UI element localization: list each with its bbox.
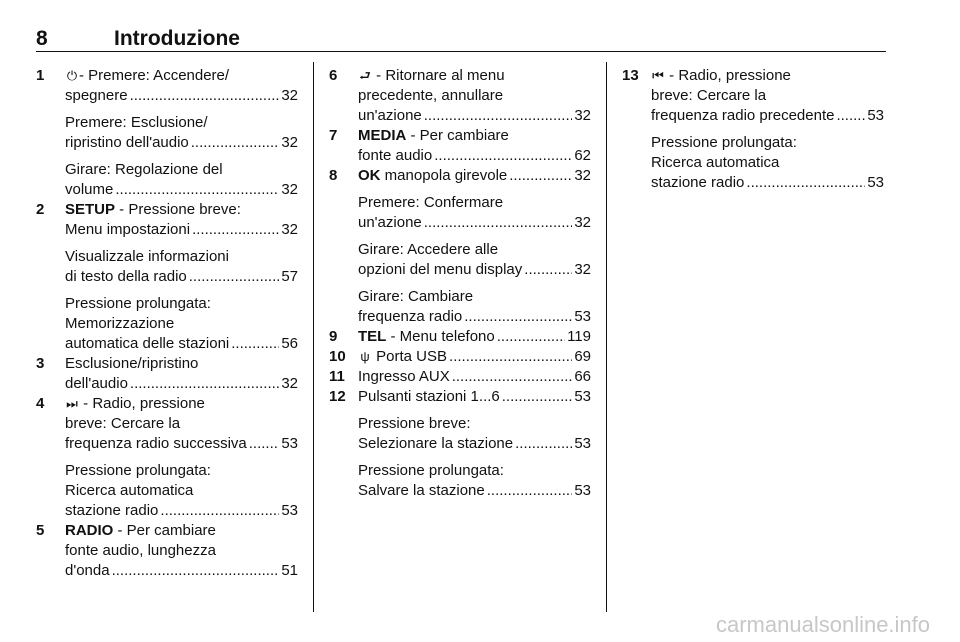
column-3: [622, 66, 884, 193]
entry-number: 9: [329, 328, 338, 345]
entry-number: 10: [329, 348, 346, 365]
entry-13: [622, 66, 884, 193]
entry-number: 2: [36, 201, 45, 218]
entry-text: stazione radio: [651, 174, 745, 191]
button-name: OK: [358, 167, 381, 184]
page-ref: 53: [281, 435, 298, 452]
entry-2: [36, 200, 298, 354]
page-title: Introduzione: [114, 27, 240, 50]
entry-text: Pressione prolungata:: [651, 134, 797, 151]
button-name: RADIO: [65, 522, 114, 539]
entry-number: 11: [329, 368, 345, 385]
entry-text: Memorizzazione: [65, 315, 175, 332]
entry-text: Menu impostazioni: [65, 221, 191, 238]
page-header: [36, 27, 886, 52]
column-1: [36, 66, 298, 581]
entry-9: [329, 327, 591, 347]
page-ref: 32: [281, 221, 298, 238]
entry-12: [329, 387, 591, 501]
back-arrow-icon: ⮐: [359, 68, 371, 83]
entry-1: [36, 66, 298, 200]
entry-label: - Radio, pressione: [665, 67, 791, 84]
entry-text: Pressione prolungata:: [65, 462, 211, 479]
page-ref: 66: [574, 368, 591, 385]
next-track-icon: ⏭: [66, 396, 78, 411]
entry-text: un'azione: [358, 214, 422, 231]
page-ref: 53: [574, 388, 591, 405]
entry-text: di testo della radio: [65, 268, 187, 285]
entry-text: stazione radio: [65, 502, 159, 519]
page-ref: 32: [281, 375, 298, 392]
column-2: [329, 66, 591, 501]
page-ref: 51: [281, 562, 298, 579]
page-ref: 119: [567, 328, 591, 345]
button-name: TEL: [358, 328, 387, 345]
button-name: MEDIA: [358, 127, 407, 144]
entry-5: [36, 521, 298, 581]
entry-text: spegnere: [65, 87, 128, 104]
entry-text: Selezionare la stazione: [358, 435, 514, 452]
page-ref: 53: [574, 308, 591, 325]
entry-number: 8: [329, 167, 338, 184]
entry-text: Visualizzale informazioni: [65, 248, 229, 265]
entry-text: fonte audio, lunghezza: [65, 542, 216, 559]
entry-text: Ricerca automatica: [65, 482, 194, 499]
entry-8: [329, 166, 591, 327]
entry-3: [36, 354, 298, 394]
entry-number: 5: [36, 522, 45, 539]
previous-track-icon: ⏮: [652, 68, 664, 83]
entry-11: [329, 367, 591, 387]
page-ref: 32: [281, 87, 298, 104]
entry-text: fonte audio: [358, 147, 433, 164]
entry-label: manopola girevole: [380, 167, 508, 184]
page-ref: 32: [281, 181, 298, 198]
entry-7: [329, 126, 591, 166]
entry-text: un'azione: [358, 107, 422, 124]
page-ref: 32: [281, 134, 298, 151]
entry-number: 4: [36, 395, 45, 412]
column-divider: [313, 62, 314, 612]
page-ref: 53: [574, 435, 591, 452]
entry-label: Porta USB: [372, 348, 448, 365]
entry-label: - Pressione breve:: [115, 201, 241, 218]
entry-text: Girare: Cambiare: [358, 288, 474, 305]
entry-label: - Menu telefono: [386, 328, 495, 345]
page-ref: 53: [574, 482, 591, 499]
entry-6: [329, 66, 591, 126]
entry-text: dell'audio: [65, 375, 128, 392]
entry-number: 12: [329, 388, 346, 405]
entry-label: - Per cambiare: [113, 522, 216, 539]
button-name: SETUP: [65, 201, 116, 218]
entry-text: Girare: Accedere alle: [358, 241, 499, 258]
entry-text: Pressione breve:: [358, 415, 471, 432]
entry-text: automatica delle stazioni: [65, 335, 230, 352]
entry-label: - Per cambiare: [406, 127, 509, 144]
entry-number: 7: [329, 127, 338, 144]
column-divider: [606, 62, 607, 612]
entry-label: - Premere: Accendere/: [79, 67, 230, 84]
page-ref: 53: [867, 107, 884, 124]
entry-10: [329, 347, 591, 367]
entry-text: breve: Cercare la: [651, 87, 767, 104]
page-ref: 32: [574, 167, 591, 184]
page-ref: 32: [574, 261, 591, 278]
entry-label: Pulsanti stazioni 1...6: [358, 388, 500, 405]
entry-text: ripristino dell'audio: [65, 134, 189, 151]
entry-text: d'onda: [65, 562, 110, 579]
page-ref: 53: [281, 502, 298, 519]
page-ref: 56: [281, 335, 298, 352]
page-ref: 69: [574, 348, 591, 365]
entry-text: Premere: Esclusione/: [65, 114, 208, 131]
page-ref: 57: [281, 268, 298, 285]
entry-text: Girare: Regolazione del: [65, 161, 223, 178]
entry-text: frequenza radio precedente: [651, 107, 835, 124]
entry-text: Salvare la stazione: [358, 482, 485, 499]
entry-text: frequenza radio successiva: [65, 435, 247, 452]
entry-label: - Radio, pressione: [79, 395, 205, 412]
entry-label: Esclusione/ripristino: [65, 355, 199, 372]
page-number: 8: [36, 27, 48, 50]
entry-number: 13: [622, 67, 639, 84]
entry-number: 1: [36, 67, 45, 84]
page-ref: 32: [574, 214, 591, 231]
page-ref: 62: [574, 147, 591, 164]
entry-text: frequenza radio: [358, 308, 463, 325]
entry-text: Premere: Confermare: [358, 194, 504, 211]
entry-text: Pressione prolungata:: [65, 295, 211, 312]
entry-number: 3: [36, 355, 45, 372]
watermark: carmanualsonline.info: [716, 612, 931, 637]
entry-number: 6: [329, 67, 338, 84]
entry-text: opzioni del menu display: [358, 261, 523, 278]
entry-label: Ingresso AUX: [358, 368, 450, 385]
entry-text: volume: [65, 181, 114, 198]
page-ref: 53: [867, 174, 884, 191]
entry-text: breve: Cercare la: [65, 415, 181, 432]
page-ref: 32: [574, 107, 591, 124]
power-icon: ⏻: [66, 68, 78, 83]
entry-label: - Ritornare al menu: [372, 67, 505, 84]
entry-text: precedente, annullare: [358, 87, 504, 104]
entry-text: Ricerca automatica: [651, 154, 780, 171]
entry-text: Pressione prolungata:: [358, 462, 504, 479]
usb-icon: ψ: [360, 349, 370, 364]
entry-4: [36, 394, 298, 521]
